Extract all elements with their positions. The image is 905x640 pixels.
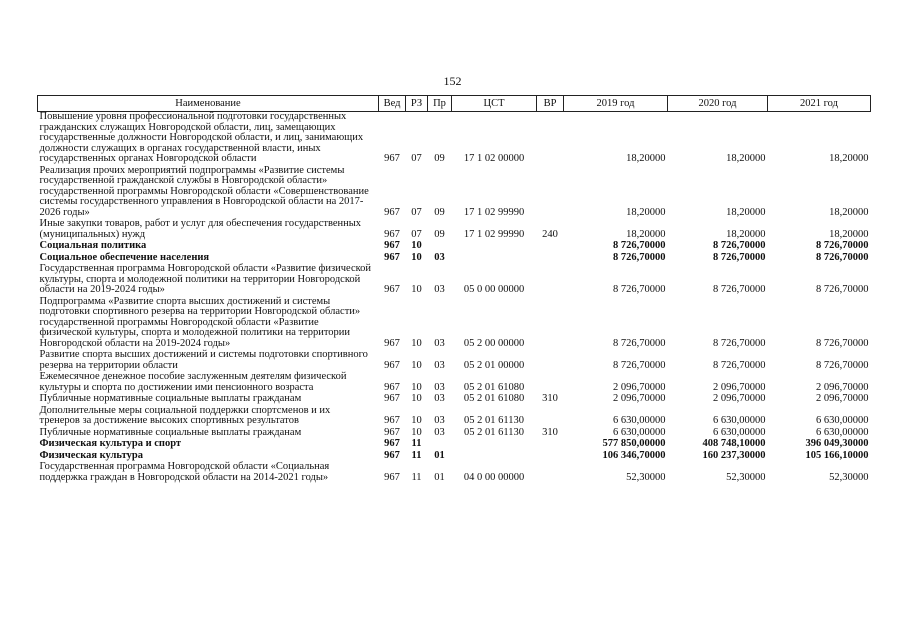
- row-vr: [537, 438, 564, 450]
- row-2020: 52,30000: [726, 471, 766, 483]
- row-2019: 8 726,70000: [613, 284, 666, 295]
- row-2020: 8 726,70000: [713, 240, 766, 251]
- row-2021: 2 096,70000: [816, 393, 869, 404]
- row-rz: 11: [411, 471, 422, 483]
- row-2020: 8 726,70000: [713, 251, 766, 263]
- row-pr: [428, 240, 452, 252]
- row-vr: [537, 371, 564, 393]
- row-cst: 17 1 02 99990: [463, 206, 525, 218]
- table-row: [38, 393, 871, 405]
- row-2019: 2 096,70000: [613, 381, 666, 393]
- row-cst: [452, 450, 537, 462]
- row-2020: 8 726,70000: [713, 359, 766, 371]
- row-name: Реализация прочих мероприятий подпрограммы «Развитие системы государственной гражданской службы в Новгородской области» государственной программы Новгородской области «Совершенствование системы государственного управления в Новгородской области на 2017-2026 годы»: [39, 164, 369, 218]
- row-rz: 07: [411, 206, 422, 218]
- row-2019: 106 346,70000: [602, 449, 666, 461]
- row-vr: [537, 450, 564, 462]
- row-rz: 10: [411, 381, 422, 393]
- row-ved: 967: [384, 206, 400, 218]
- row-2019: 18,20000: [626, 228, 666, 240]
- row-rz: 10: [411, 240, 422, 251]
- row-pr: 03: [434, 284, 445, 295]
- row-rz: 10: [411, 359, 422, 371]
- row-2019: 8 726,70000: [613, 251, 666, 263]
- row-cst: 17 1 02 99990: [463, 228, 525, 240]
- row-vr: 310: [542, 426, 558, 438]
- header-cst: ЦСТ: [452, 96, 537, 112]
- row-ved: 967: [384, 359, 400, 371]
- row-2019: 2 096,70000: [613, 393, 666, 404]
- row-rz: 10: [411, 415, 422, 426]
- row-name: Ежемесячное денежное пособие заслуженным деятелям физической культуры и спорта по достижении ими пенсионного возраста: [39, 371, 347, 393]
- row-vr: 310: [542, 393, 558, 404]
- row-ved: 967: [384, 251, 400, 263]
- row-2021: 6 630,00000: [816, 415, 869, 426]
- table-row: [38, 165, 871, 219]
- row-vr: [537, 252, 564, 264]
- row-name: Государственная программа Новгородской области «Социальная поддержка граждан в Новгородской области на 2014-2021 годы»: [39, 461, 330, 483]
- row-2019: 8 726,70000: [613, 337, 666, 349]
- row-cst: 05 0 00 00000: [463, 284, 525, 295]
- table-row: [38, 461, 871, 483]
- row-2020: 6 630,00000: [713, 426, 766, 438]
- row-2020: 8 726,70000: [713, 337, 766, 349]
- row-2021: 6 630,00000: [816, 426, 869, 438]
- row-cst: 05 2 01 00000: [463, 359, 525, 371]
- row-name: Иные закупки товаров, работ и услуг для обеспечения государственных (муниципальных) нужд: [39, 218, 362, 240]
- row-name: Дополнительные меры социальной поддержки спортсменов и их тренеров за достижение высоких спортивных результатов: [39, 404, 331, 426]
- table-row: [38, 263, 871, 296]
- row-ved: 967: [384, 153, 400, 164]
- row-vr: [537, 405, 564, 427]
- row-2020: 18,20000: [726, 153, 766, 164]
- row-pr: 09: [434, 228, 445, 240]
- row-name: Публичные нормативные социальные выплаты гражданам: [39, 426, 302, 438]
- row-rz: 10: [411, 284, 422, 295]
- row-rz: 11: [411, 438, 422, 449]
- row-2019: 6 630,00000: [613, 426, 666, 438]
- row-pr: 03: [434, 337, 445, 349]
- table-row: [38, 450, 871, 462]
- row-cst: 05 2 01 61130: [464, 426, 524, 438]
- row-2021: 52,30000: [829, 471, 869, 483]
- row-2019: 577 850,00000: [602, 438, 666, 449]
- row-vr: 240: [542, 228, 558, 240]
- table-row: [38, 112, 871, 165]
- row-pr: 03: [434, 359, 445, 371]
- row-cst: 05 2 01 61080: [463, 381, 525, 393]
- row-cst: 04 0 00 00000: [463, 471, 525, 483]
- row-ved: 967: [384, 284, 400, 295]
- row-2021: 18,20000: [829, 153, 869, 164]
- row-2021: 18,20000: [829, 228, 869, 240]
- row-rz: 07: [411, 228, 422, 240]
- row-name: Повышение уровня профессиональной подготовки государственных гражданских служащих Новгородской области, лиц, замещающих государственные должности Новгородской области, и лиц, занимающих должности служащих в органах государственной власти, иных государственных органах Новгородской области: [39, 111, 364, 164]
- row-pr: 01: [434, 471, 445, 483]
- row-2020: 18,20000: [726, 228, 766, 240]
- row-2020: 18,20000: [726, 206, 766, 218]
- row-vr: [537, 165, 564, 219]
- row-2020: 408 748,10000: [702, 438, 766, 449]
- row-ved: 967: [384, 415, 400, 426]
- row-pr: 03: [434, 426, 445, 438]
- row-name: Физическая культура и спорт: [39, 438, 182, 449]
- row-pr: 01: [434, 449, 445, 461]
- row-name: Развитие спорта высших достижений и системы подготовки спортивного резерва на территории области: [39, 349, 368, 371]
- row-rz: 10: [411, 251, 422, 263]
- row-ved: 967: [384, 393, 400, 404]
- row-vr: [537, 112, 564, 165]
- header-pr: Пр: [428, 96, 452, 112]
- row-2020: 2 096,70000: [713, 393, 766, 404]
- row-ved: 967: [384, 240, 400, 251]
- row-2020: 8 726,70000: [713, 284, 766, 295]
- table-row: [38, 371, 871, 393]
- header-2019: 2019 год: [564, 96, 668, 112]
- row-2019: 18,20000: [626, 206, 666, 218]
- row-name: Социальное обеспечение населения: [39, 251, 210, 263]
- table-row: [38, 218, 871, 240]
- row-2021: 105 166,10000: [805, 449, 869, 461]
- row-2021: 2 096,70000: [816, 381, 869, 393]
- row-rz: 11: [411, 449, 422, 461]
- row-vr: [537, 349, 564, 371]
- table-row: [38, 296, 871, 350]
- row-rz: 10: [411, 337, 422, 349]
- row-ved: 967: [384, 449, 400, 461]
- row-ved: 967: [384, 471, 400, 483]
- page-number: 152: [443, 74, 462, 88]
- header-2021: 2021 год: [768, 96, 871, 112]
- row-ved: 967: [384, 228, 400, 240]
- row-ved: 967: [384, 426, 400, 438]
- table-row: [38, 427, 871, 439]
- row-2020: 2 096,70000: [713, 381, 766, 393]
- table-row: [38, 438, 871, 450]
- row-cst: [452, 240, 537, 252]
- header-name: Наименование: [38, 96, 379, 112]
- row-2020: 160 237,30000: [702, 449, 766, 461]
- row-vr: [537, 240, 564, 252]
- header-rz: РЗ: [406, 96, 428, 112]
- row-vr: [537, 263, 564, 296]
- row-2021: 8 726,70000: [816, 284, 869, 295]
- row-2021: 8 726,70000: [816, 251, 869, 263]
- row-name: Государственная программа Новгородской области «Развитие физической культуры, спорта и молодежной политики на территории Новгородской области на 2019-2024 годы»: [39, 263, 372, 295]
- row-2019: 8 726,70000: [613, 359, 666, 371]
- row-cst: 05 2 01 61080: [463, 393, 525, 404]
- budget-table: [37, 95, 871, 483]
- row-ved: 967: [384, 381, 400, 393]
- row-cst: [452, 252, 537, 264]
- row-vr: [537, 461, 564, 483]
- header-vr: ВР: [537, 96, 564, 112]
- table-row: [38, 240, 871, 252]
- table-header-row: [38, 96, 871, 112]
- row-2020: 6 630,00000: [713, 415, 766, 426]
- row-name: Публичные нормативные социальные выплаты гражданам: [39, 393, 302, 404]
- row-pr: 03: [434, 251, 445, 263]
- row-cst: 05 2 01 61130: [464, 415, 524, 426]
- row-2021: 18,20000: [829, 206, 869, 218]
- row-2021: 396 049,30000: [805, 438, 869, 449]
- row-pr: 03: [434, 381, 445, 393]
- row-cst: 05 2 00 00000: [463, 337, 525, 349]
- row-cst: 17 1 02 00000: [463, 153, 525, 164]
- table-row: [38, 252, 871, 264]
- row-name: Социальная политика: [39, 240, 147, 251]
- row-vr: [537, 296, 564, 350]
- row-2021: 8 726,70000: [816, 359, 869, 371]
- row-pr: 09: [434, 206, 445, 218]
- table-row: [38, 405, 871, 427]
- row-rz: 07: [411, 153, 422, 164]
- row-rz: 10: [411, 426, 422, 438]
- row-2019: 18,20000: [626, 153, 666, 164]
- row-ved: 967: [384, 438, 400, 449]
- row-2021: 8 726,70000: [816, 240, 869, 251]
- row-ved: 967: [384, 337, 400, 349]
- row-2019: 52,30000: [626, 471, 666, 483]
- row-2019: 8 726,70000: [613, 240, 666, 251]
- row-pr: 03: [434, 415, 445, 426]
- row-pr: 03: [434, 393, 445, 404]
- header-2020: 2020 год: [668, 96, 768, 112]
- header-ved: Вед: [379, 96, 406, 112]
- row-2021: 8 726,70000: [816, 337, 869, 349]
- row-name: Подпрограмма «Развитие спорта высших достижений и системы подготовки спортивного резерва на территории Новгородской области» государственной программы Новгородской области «Развитие физической культуры, спорта и молодежной политики на территории Новгородской области на 2019-2024 годы»: [39, 295, 361, 349]
- table-row: [38, 349, 871, 371]
- row-pr: 09: [434, 153, 445, 164]
- row-cst: [452, 438, 537, 450]
- row-2019: 6 630,00000: [613, 415, 666, 426]
- row-name: Физическая культура: [39, 449, 143, 461]
- row-rz: 10: [411, 393, 422, 404]
- row-pr: [428, 438, 452, 450]
